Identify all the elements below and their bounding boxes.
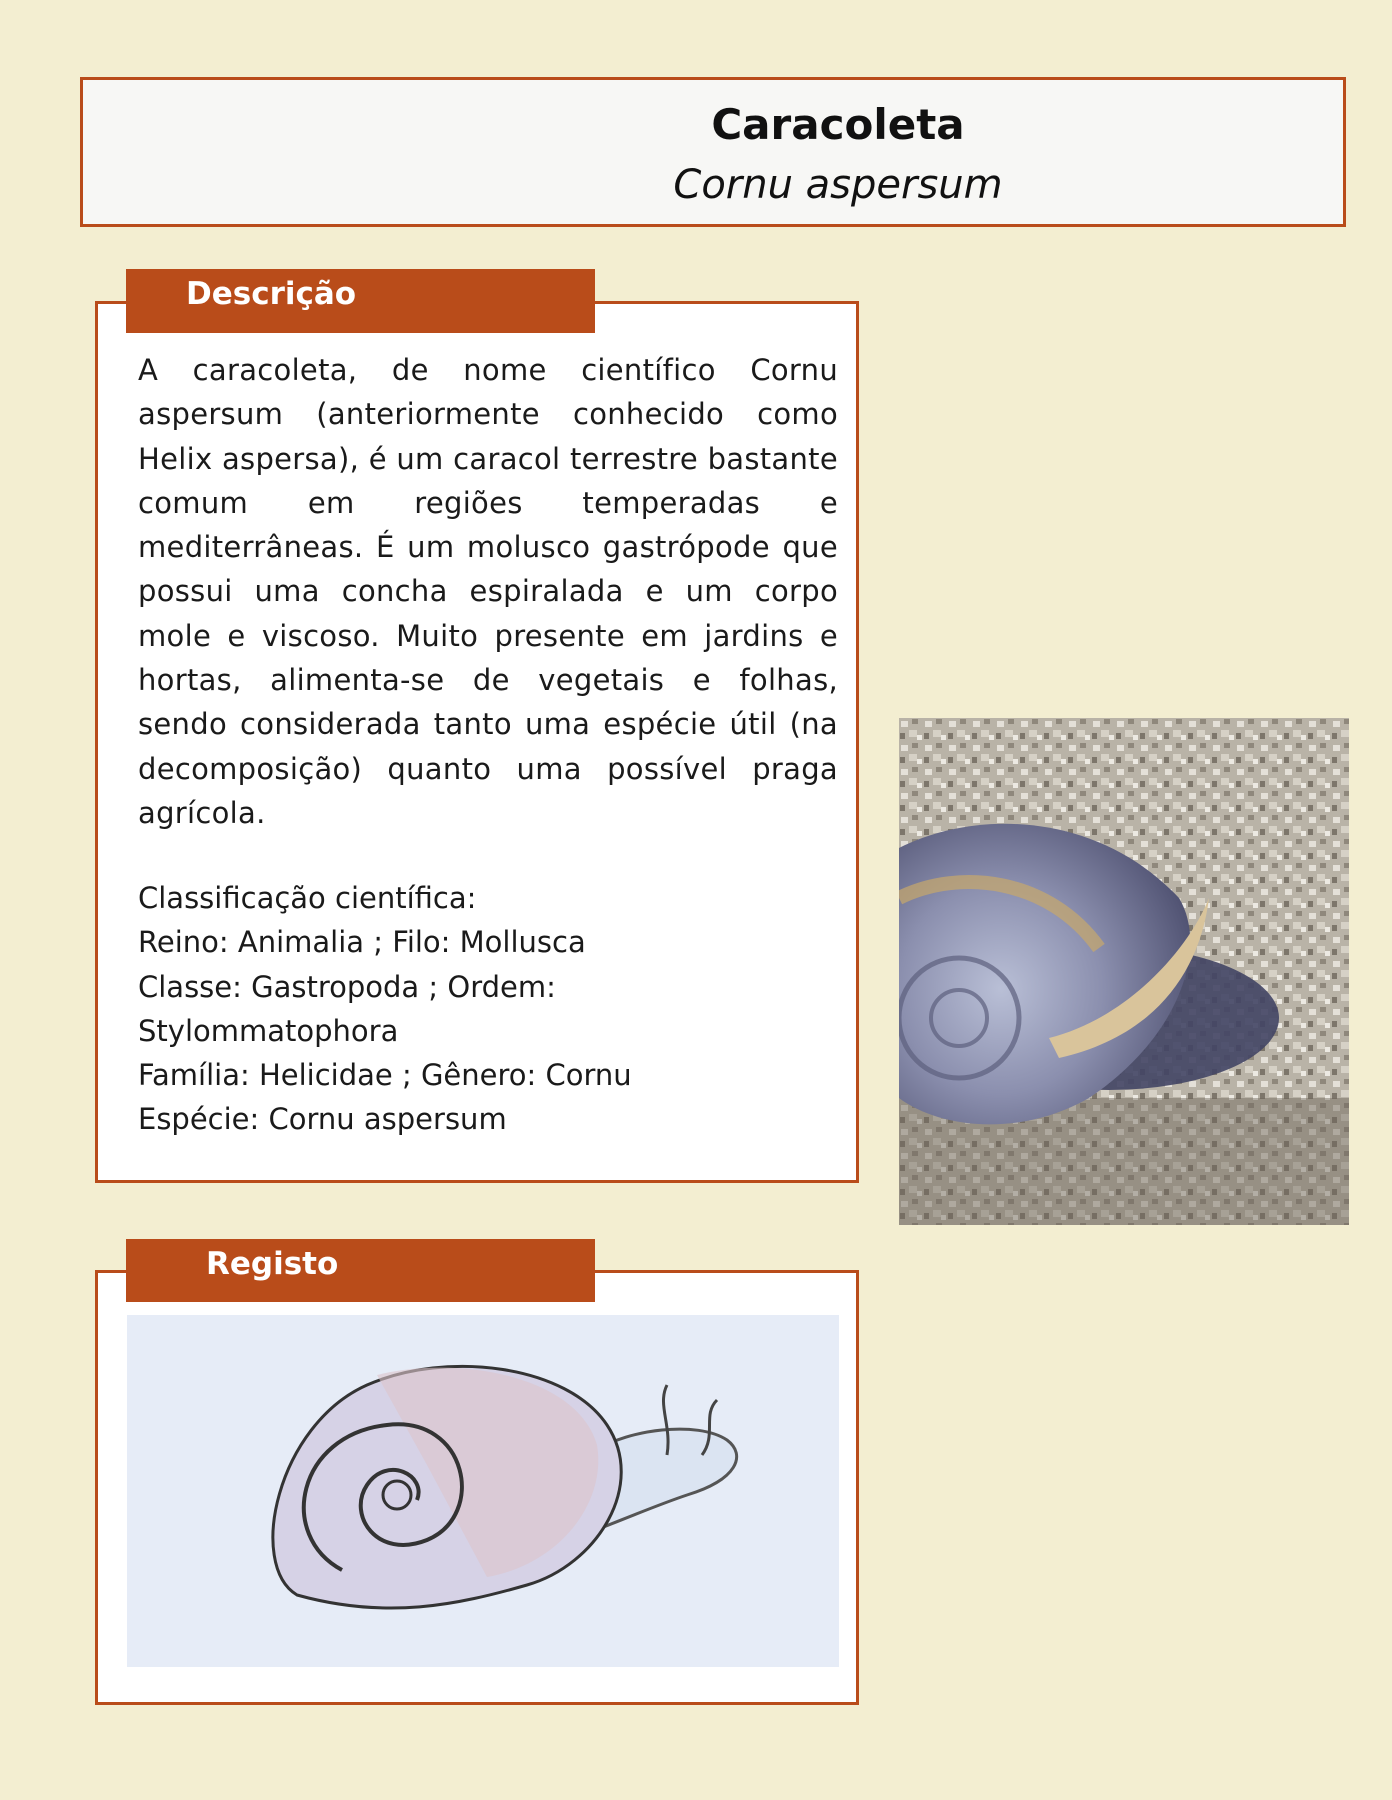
classification-line: Reino: Animalia ; Filo: Mollusca: [138, 925, 586, 960]
description-paragraph: A caracoleta, de nome científico Cornu aspersum (anteriormente conhecido como Helix aspersa), é um caracol terrestre bastante comum em regiões temperadas e mediterrâneas. É um molusco gastrópode que possui uma concha espiralada e um corpo mole e viscoso. Muito presente em jardins e hortas, alimenta-se de vegetais e folhas, sendo considerada tanto uma espécie útil (na decomposição) quanto uma possível praga agrícola.: [138, 353, 838, 830]
classification-line: Classe: Gastropoda ; Ordem:: [138, 969, 556, 1004]
classification-block: [138, 876, 838, 1142]
snail-photo: [899, 718, 1349, 1225]
classification-heading: Classificação científica:: [138, 881, 477, 915]
classification-line: Espécie: Cornu aspersum: [138, 1102, 507, 1137]
record-tab: Registo: [126, 1239, 595, 1302]
common-name: Caracoleta: [711, 100, 965, 149]
classification-line: Família: Helicidae ; Gênero: Cornu: [138, 1058, 632, 1093]
scientific-name: Cornu aspersum: [673, 162, 1003, 208]
title-box: [80, 77, 1346, 227]
description-tab: Descrição: [126, 269, 595, 333]
snail-drawing: [127, 1315, 839, 1667]
description-card: [95, 301, 859, 1183]
description-text: [138, 348, 838, 835]
record-card: [95, 1270, 859, 1705]
classification-line: Stylommatophora: [138, 1013, 399, 1048]
